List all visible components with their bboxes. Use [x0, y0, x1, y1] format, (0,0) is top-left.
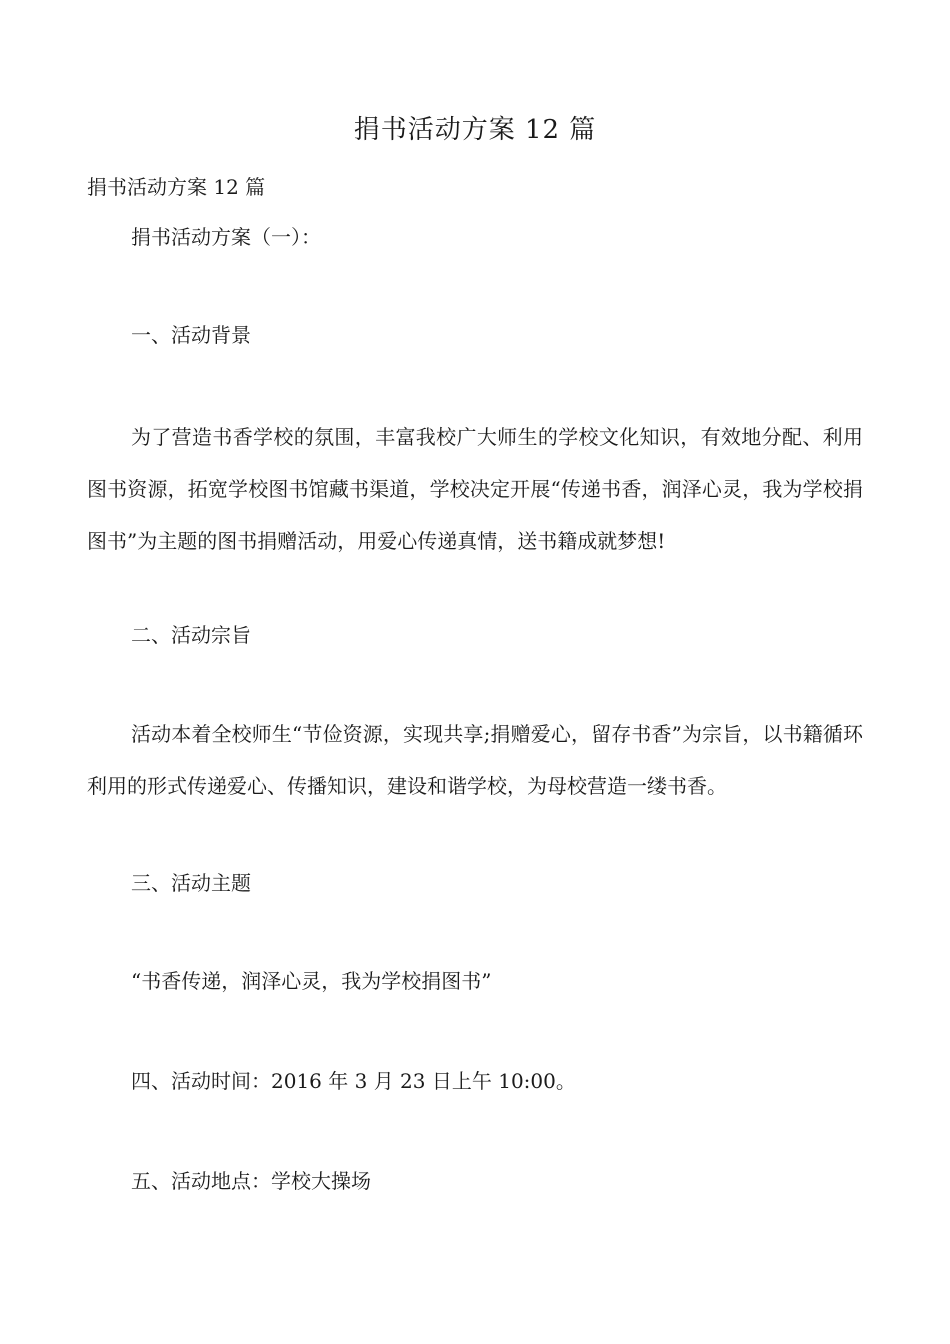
document-title: 捐书活动方案 12 篇 — [353, 115, 597, 145]
plan-heading: 捐书活动方案（一）： — [131, 225, 321, 249]
section-text-purpose: 活动本着全校师生“节俭资源，实现共享;捐赠爱心，留存书香”为宗旨，以书籍循环利用的形式传递爱心、传播知识，建设和谐学校，为母校营造一缕书香。 — [87, 722, 863, 798]
document-subtitle: 捐书活动方案 12 篇 — [87, 175, 266, 199]
section-text-background: 为了营造书香学校的氛围，丰富我校广大师生的学校文化知识，有效地分配、利用图书资源，拓宽学校图书馆藏书渠道，学校决定开展“传递书香，润泽心灵，我为学校捐图书”为主题的图书捐赠活动，用爱心传递真情，送书籍成就梦想! — [87, 425, 863, 553]
section-text-theme: “书香传递，润泽心灵，我为学校捐图书” — [131, 969, 492, 993]
section-heading-purpose: 二、活动宗旨 — [131, 623, 251, 647]
section-heading-background: 一、活动背景 — [131, 323, 251, 347]
section-line-place: 五、活动地点：学校大操场 — [131, 1169, 371, 1193]
section-heading-theme: 三、活动主题 — [131, 871, 251, 895]
section-line-time: 四、活动时间：2016 年 3 月 23 日上午 10:00。 — [131, 1069, 576, 1093]
